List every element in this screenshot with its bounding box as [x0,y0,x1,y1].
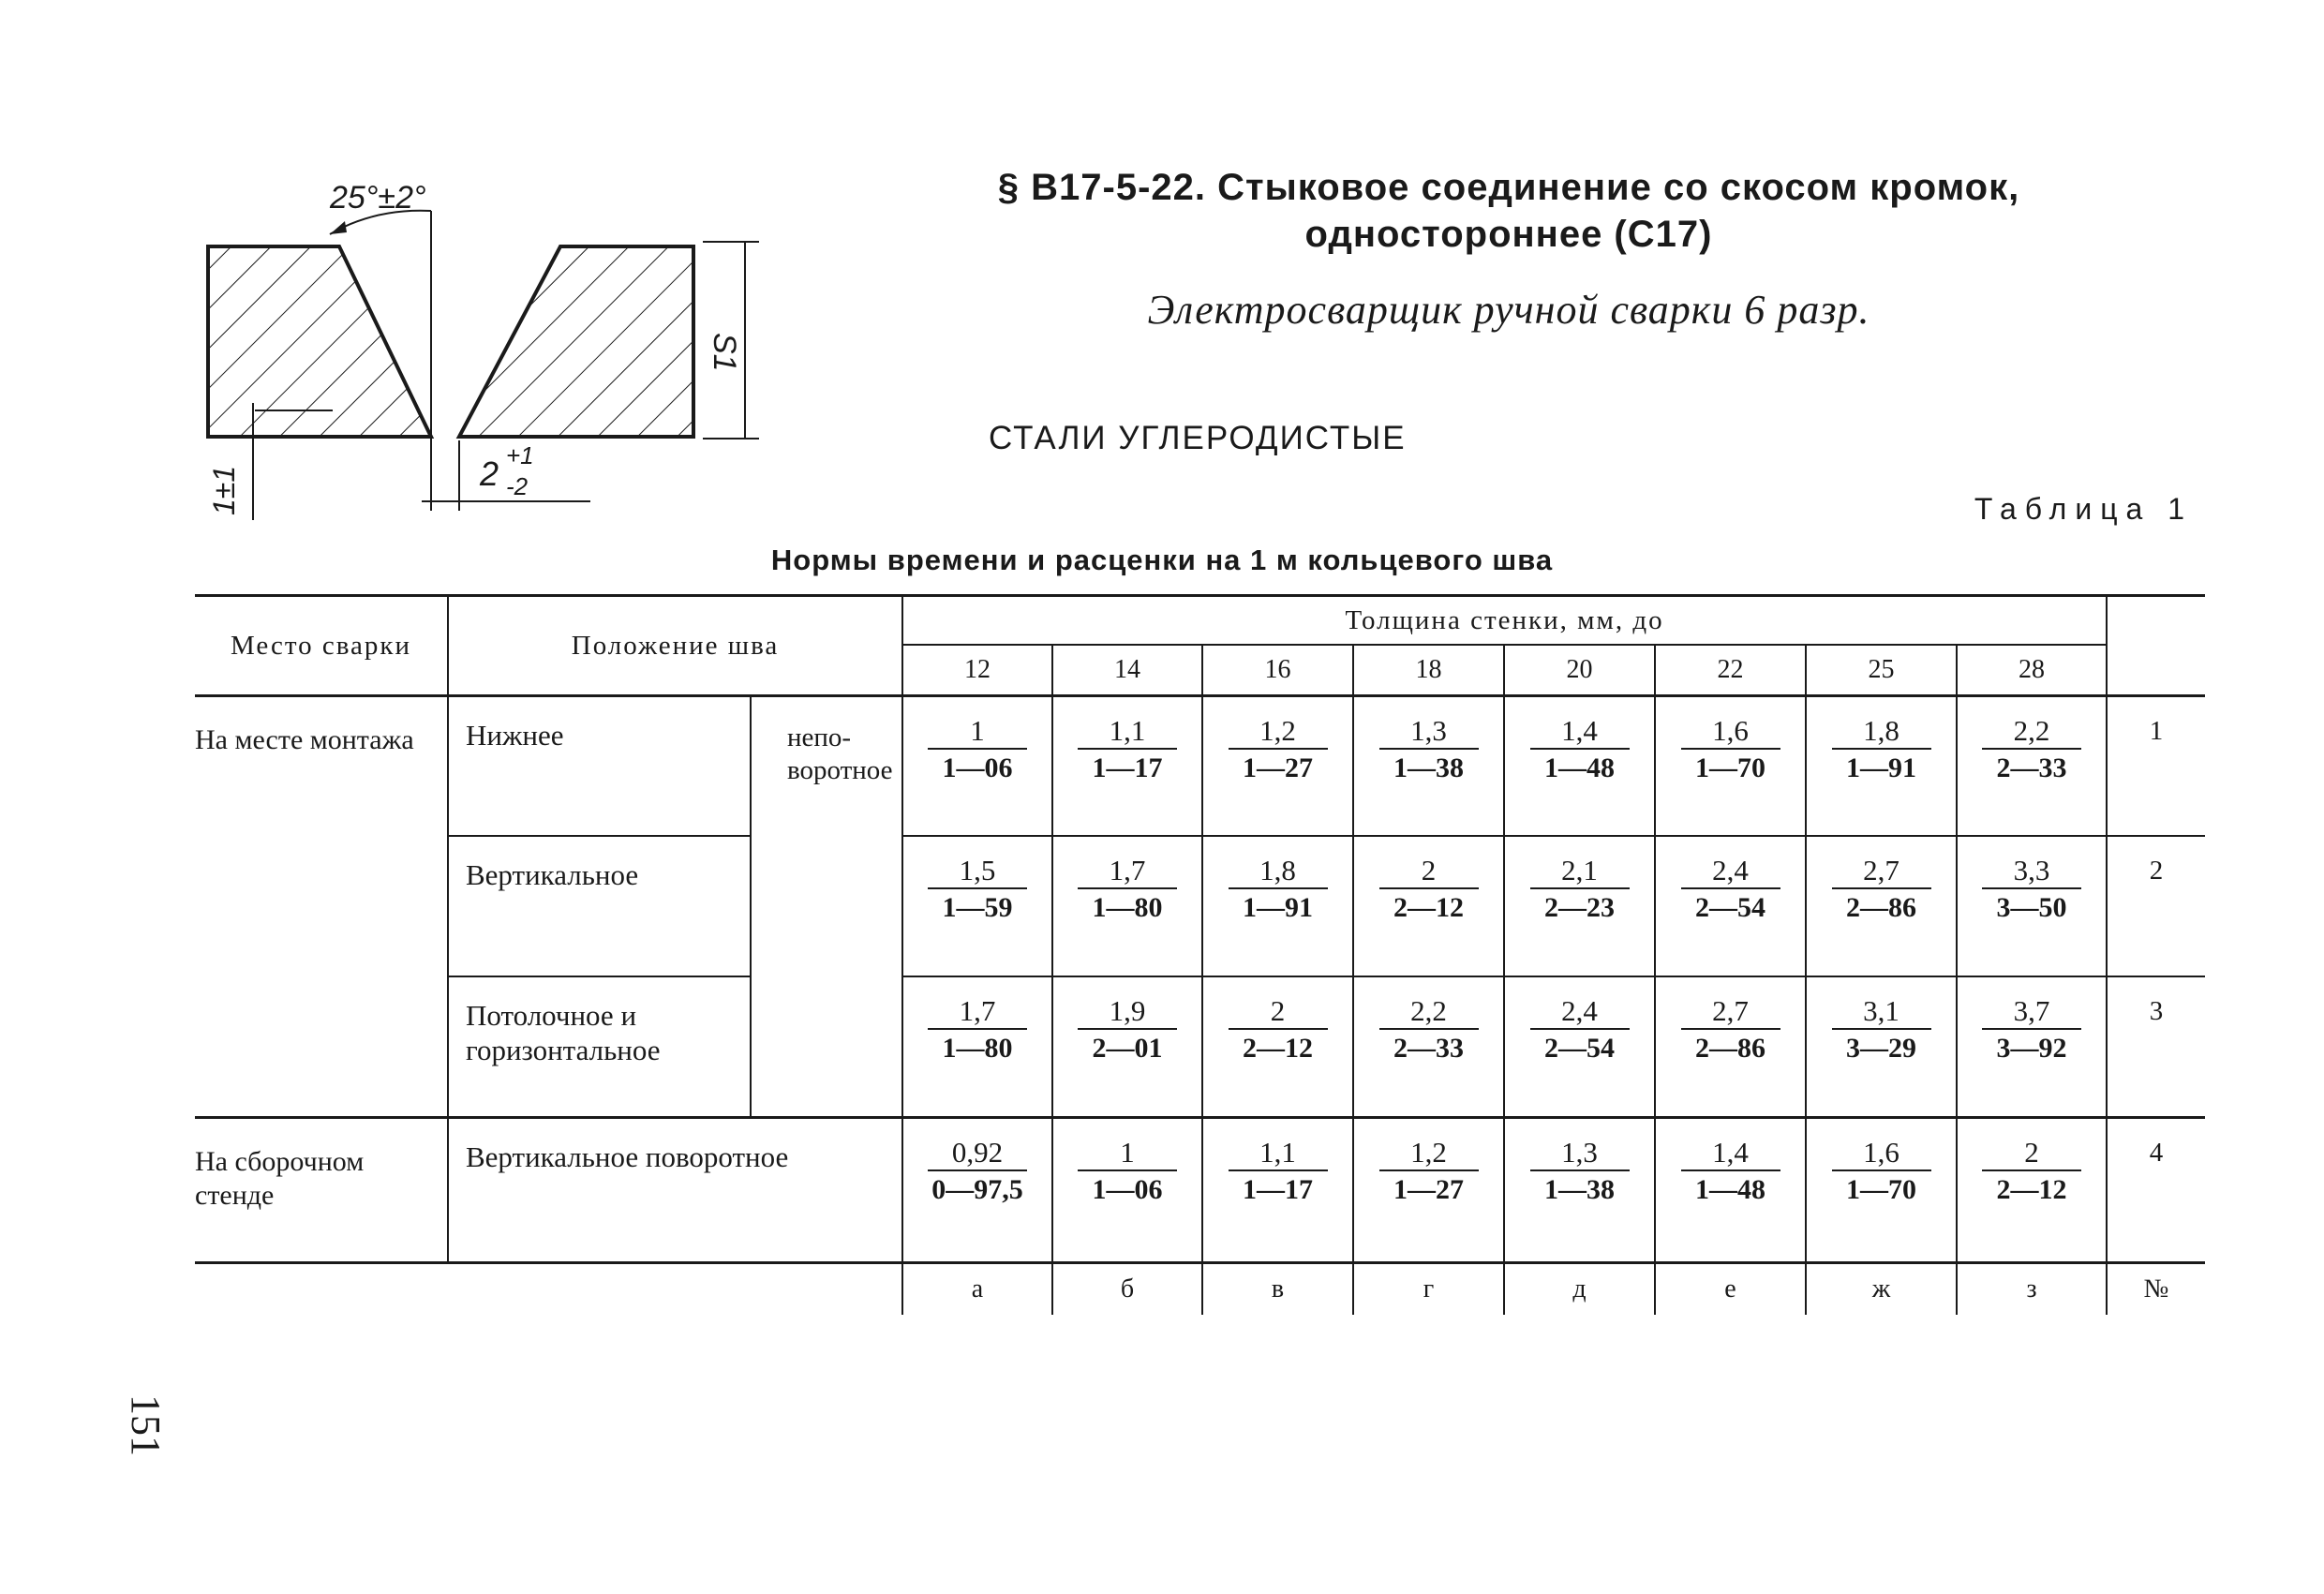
value-cell [1052,976,1202,1118]
column-letters-row [195,1263,2205,1316]
row-number: 2 [2107,836,2205,976]
value-cell [1504,836,1655,976]
value-cell [1957,696,2107,837]
norm-time: 1 [928,714,1027,750]
table-label: Таблица 1 [1974,492,2193,526]
place-cell: На месте монтажа [195,696,448,1118]
norm-time: 1,8 [1832,714,1931,750]
heading-line-2: одностороннее (С17) [1304,214,1713,255]
value-cell [902,696,1052,837]
norm-time: 2,2 [1982,714,2081,750]
rate: 1—59 [942,892,1013,923]
norm-time: 1,6 [1681,714,1780,750]
rate: 2—12 [1996,1174,2067,1205]
rate: 1—38 [1544,1174,1616,1205]
section-heading [984,164,2034,258]
root-face-label: 1±1 [207,465,241,515]
col-header-place: Место сварки [195,596,448,696]
column-letter: з [1957,1263,2107,1316]
rate: 2—33 [1996,752,2067,783]
value-cell [1052,1118,1202,1263]
value-cell [1353,836,1504,976]
table-row [195,976,2205,1118]
num-symbol: № [2143,1274,2169,1304]
num-header [2107,596,2205,696]
footer-spacer [448,1263,902,1316]
column-letter: е [1655,1263,1806,1316]
col-header-position: Положение шва [448,596,902,696]
column-letter: б [1052,1263,1202,1316]
position-cell: Нижнее [448,696,751,837]
value-cell [1655,836,1806,976]
value-cell [1655,696,1806,837]
norm-time: 2,4 [1681,854,1780,889]
value-cell [1504,1118,1655,1263]
rate: 1—38 [1393,752,1465,783]
norm-time: 1,7 [1078,854,1177,889]
norm-time: 2,7 [1832,854,1931,889]
column-letter: г [1353,1263,1504,1316]
thickness-value: 25 [1806,645,1957,696]
worker-grade: Электросварщик ручной сварки 6 разр. [1147,287,1870,333]
norm-time: 2,4 [1530,994,1630,1030]
rate: 1—27 [1393,1174,1465,1205]
value-cell [1353,696,1504,837]
norm-time: 1,4 [1530,714,1630,750]
rate: 1—80 [942,1033,1013,1064]
weld-joint-diagram [0,0,843,562]
rate: 1—27 [1243,752,1314,783]
norm-time: 0,92 [928,1136,1027,1171]
rate: 2—54 [1695,892,1766,923]
norm-time: 1,3 [1379,714,1479,750]
table-row [195,696,2205,837]
rate: 2—54 [1544,1033,1616,1064]
value-cell [902,976,1052,1118]
place-cell: На сборочном стенде [195,1118,448,1263]
left-plate [208,246,431,437]
value-cell [1202,696,1353,837]
rate: 2—12 [1393,892,1465,923]
rate: 2—12 [1243,1033,1314,1064]
value-cell [1504,976,1655,1118]
value-cell [1353,1118,1504,1263]
norm-time: 1,6 [1832,1136,1931,1171]
norm-time: 1,4 [1681,1136,1780,1171]
norm-time: 2 [1982,1136,2081,1171]
row-number: 3 [2107,976,2205,1118]
rate: 2—01 [1092,1033,1163,1064]
column-letter: в [1202,1263,1353,1316]
norm-time: 1,3 [1530,1136,1630,1171]
value-cell [1202,1118,1353,1263]
table-row [195,1118,2205,1263]
value-cell [1957,1118,2107,1263]
thickness-header: Толщина стенки, мм, до [902,596,2107,646]
norm-time: 3,7 [1982,994,2081,1030]
rate: 1—17 [1243,1174,1314,1205]
norm-time: 3,1 [1832,994,1931,1030]
value-cell [1806,836,1957,976]
rate: 1—48 [1544,752,1616,783]
norm-time: 1,1 [1078,714,1177,750]
table-row [195,836,2205,976]
thickness-value: 18 [1353,645,1504,696]
value-cell [1052,696,1202,837]
norm-time: 2,1 [1530,854,1630,889]
norms-table [195,594,2205,1315]
norm-time: 1,1 [1229,1136,1328,1171]
right-plate [459,246,693,437]
thickness-value: 28 [1957,645,2107,696]
table-caption: Нормы времени и расценки на 1 м кольцевого шва [770,544,1554,576]
rate: 1—70 [1695,752,1766,783]
norm-time: 3,3 [1982,854,2081,889]
rate: 0—97,5 [931,1174,1023,1205]
section-title: СТАЛИ УГЛЕРОДИСТЫЕ [989,420,1407,456]
value-cell [902,836,1052,976]
value-cell [1353,976,1504,1118]
value-cell [902,1118,1052,1263]
rate: 1—06 [942,752,1013,783]
angle-label: 25°±2° [330,180,426,216]
gap-label: 2 [480,454,499,493]
thickness-value: 20 [1504,645,1655,696]
norm-time: 2 [1229,994,1328,1030]
rate: 1—91 [1846,752,1917,783]
row-number: 4 [2107,1118,2205,1263]
norm-time: 1,9 [1078,994,1177,1030]
thickness-value: 14 [1052,645,1202,696]
rate: 3—29 [1846,1033,1917,1064]
value-cell [1655,1118,1806,1263]
rate: 2—86 [1695,1033,1766,1064]
norm-time: 1 [1078,1136,1177,1171]
norm-time: 1,2 [1229,714,1328,750]
rate: 3—92 [1996,1033,2067,1064]
norm-time: 2,7 [1681,994,1780,1030]
position-cell: Потолочное и горизонтальное [448,976,751,1118]
norm-time: 1,2 [1379,1136,1479,1171]
column-letter: д [1504,1263,1655,1316]
value-cell [1504,696,1655,837]
gap-tolerance-minus: -2 [506,472,529,500]
note-cell: непо-воротное [751,696,902,1118]
value-cell [1202,836,1353,976]
norm-time: 1,8 [1229,854,1328,889]
rate: 1—80 [1092,892,1163,923]
thickness-value: 12 [902,645,1052,696]
rate: 2—33 [1393,1033,1465,1064]
norm-time: 1,5 [928,854,1027,889]
rate: 1—17 [1092,752,1163,783]
value-cell [1957,976,2107,1118]
rate: 1—06 [1092,1174,1163,1205]
norm-time: 2,2 [1379,994,1479,1030]
position-cell: Вертикальное [448,836,751,976]
rate: 1—70 [1846,1174,1917,1205]
value-cell [1806,696,1957,837]
rate: 2—23 [1544,892,1616,923]
thickness-value: 16 [1202,645,1353,696]
norm-time: 1,7 [928,994,1027,1030]
position-cell: Вертикальное поворотное [448,1118,902,1263]
value-cell [1655,976,1806,1118]
page-number: 151 [123,1394,169,1456]
column-letter: а [902,1263,1052,1316]
rate: 1—48 [1695,1174,1766,1205]
footer-spacer [195,1263,448,1316]
rate: 1—91 [1243,892,1314,923]
value-cell [1202,976,1353,1118]
rate: 2—86 [1846,892,1917,923]
thickness-value: 22 [1655,645,1806,696]
column-letter: ж [1806,1263,1957,1316]
heading-line-1: § В17-5-22. Стыковое соединение со скосом кромок, [997,167,2020,208]
norm-time: 2 [1379,854,1479,889]
value-cell [1052,836,1202,976]
value-cell [1806,1118,1957,1263]
value-cell [1957,836,2107,976]
row-number: 1 [2107,696,2205,837]
gap-tolerance-plus: +1 [506,441,534,469]
thickness-label: S1 [707,333,742,372]
value-cell [1806,976,1957,1118]
rate: 3—50 [1996,892,2067,923]
